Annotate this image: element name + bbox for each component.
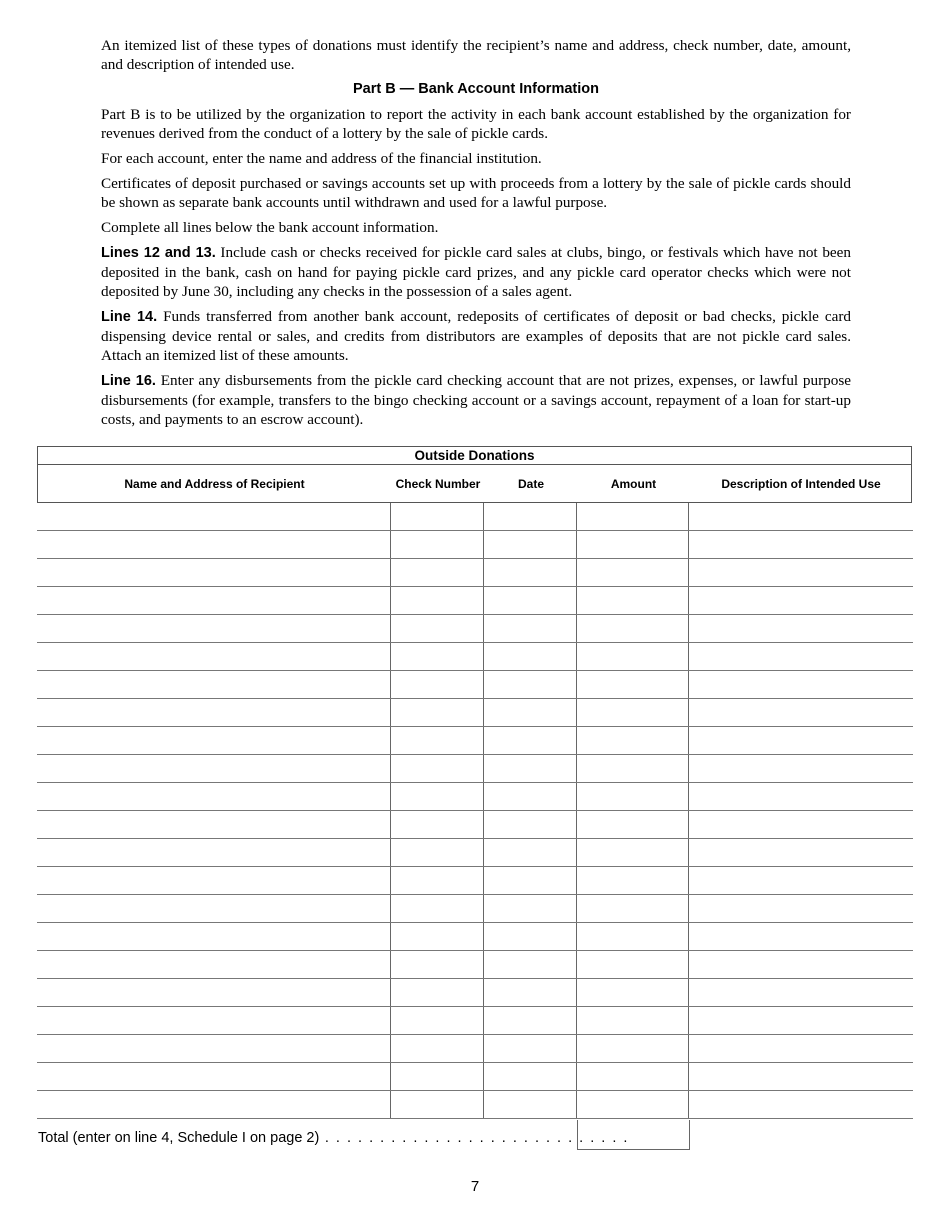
line-14-text: Funds transferred from another bank account, redeposits of certificates of deposit or bad checks, pickle card dispensing device rental or sales, and credits from distributors are examples of deposits that are not pickle card sales. Attach an itemized list of these amounts. bbox=[101, 308, 851, 364]
table-row[interactable] bbox=[37, 698, 913, 699]
line-14-label: Line 14. bbox=[101, 309, 158, 325]
table-row[interactable] bbox=[37, 530, 913, 531]
column-header-description: Description of Intended Use bbox=[721, 476, 881, 491]
table-row[interactable] bbox=[37, 1118, 913, 1119]
table-row[interactable] bbox=[37, 922, 913, 923]
column-header-name-address: Name and Address of Recipient bbox=[124, 476, 305, 491]
table-title: Outside Donations bbox=[37, 446, 912, 465]
table-row[interactable] bbox=[37, 1034, 913, 1035]
table-row[interactable] bbox=[37, 1006, 913, 1007]
table-row[interactable] bbox=[37, 642, 913, 643]
table-row[interactable] bbox=[37, 810, 913, 811]
line-14-paragraph bbox=[101, 307, 851, 365]
table-row[interactable] bbox=[37, 894, 913, 895]
lines-12-13-paragraph bbox=[101, 243, 851, 301]
total-amount-field[interactable] bbox=[577, 1120, 690, 1150]
table-row[interactable] bbox=[37, 754, 913, 755]
table-row[interactable] bbox=[37, 978, 913, 979]
table-row[interactable] bbox=[37, 950, 913, 951]
part-b-paragraph-2: For each account, enter the name and address of the financial institution. bbox=[101, 150, 542, 167]
divider-name-check bbox=[390, 503, 391, 1119]
divider-amount-description bbox=[688, 503, 689, 1119]
intro-paragraph: An itemized list of these types of donations must identify the recipient’s name and address, check number, date, amount, and description of intended use. bbox=[101, 37, 851, 73]
line-16-label: Line 16. bbox=[101, 373, 156, 389]
divider-check-date bbox=[483, 503, 484, 1119]
part-b-paragraph-3: Certificates of deposit purchased or savings accounts set up with proceeds from a lottery by the sale of pickle cards should be shown as separate bank accounts until withdrawn and used for a lawful purpose. bbox=[101, 175, 851, 211]
table-row[interactable] bbox=[37, 670, 913, 671]
part-b-heading: Part B — Bank Account Information bbox=[353, 81, 599, 97]
part-b-paragraph-1: Part B is to be utilized by the organization to report the activity in each bank account established by the organization for revenues derived from the conduct of a lottery by the sale of pickle cards. bbox=[101, 106, 851, 142]
table-row[interactable] bbox=[37, 1062, 913, 1063]
table-row[interactable] bbox=[37, 614, 913, 615]
table-row[interactable] bbox=[37, 838, 913, 839]
table-row[interactable] bbox=[37, 1090, 913, 1091]
line-16-text: Enter any disbursements from the pickle card checking account that are not prizes, expenses, or lawful purpose disbursements (for example, transfers to the bingo checking account or a savings account, repayment of a loan for start-up costs, and payments to an escrow account). bbox=[101, 372, 851, 428]
part-b-paragraph-4: Complete all lines below the bank account information. bbox=[101, 219, 439, 236]
total-leader-dots: . . . . . . . . . . . . . . . . . . . . . . . . . . . . bbox=[319, 1130, 629, 1146]
lines-12-13-label: Lines 12 and 13. bbox=[101, 245, 216, 261]
table-row[interactable] bbox=[37, 586, 913, 587]
column-header-amount: Amount bbox=[610, 476, 657, 491]
instructions-section bbox=[101, 36, 851, 435]
column-header-check-number: Check Number bbox=[395, 476, 481, 491]
table-row[interactable] bbox=[37, 782, 913, 783]
table-row[interactable] bbox=[37, 866, 913, 867]
table-header-row bbox=[37, 465, 912, 503]
divider-date-amount bbox=[576, 503, 577, 1119]
column-header-date: Date bbox=[517, 476, 544, 491]
table-row[interactable] bbox=[37, 558, 913, 559]
lines-12-13-text: Include cash or checks received for pickle card sales at clubs, bingo, or festivals which have not been deposited in the bank, cash on hand for paying pickle card prizes, and any pickle card operator checks which were not deposited by June 30, including any checks in the possession of a sales agent. bbox=[101, 244, 852, 300]
line-16-paragraph bbox=[101, 371, 851, 429]
total-label-text: Total (enter on line 4, Schedule I on page 2) bbox=[38, 1130, 320, 1146]
table-row[interactable] bbox=[37, 726, 913, 727]
page-number: 7 bbox=[470, 1178, 480, 1195]
total-row-label bbox=[38, 1130, 629, 1147]
outside-donations-table bbox=[37, 446, 913, 1150]
